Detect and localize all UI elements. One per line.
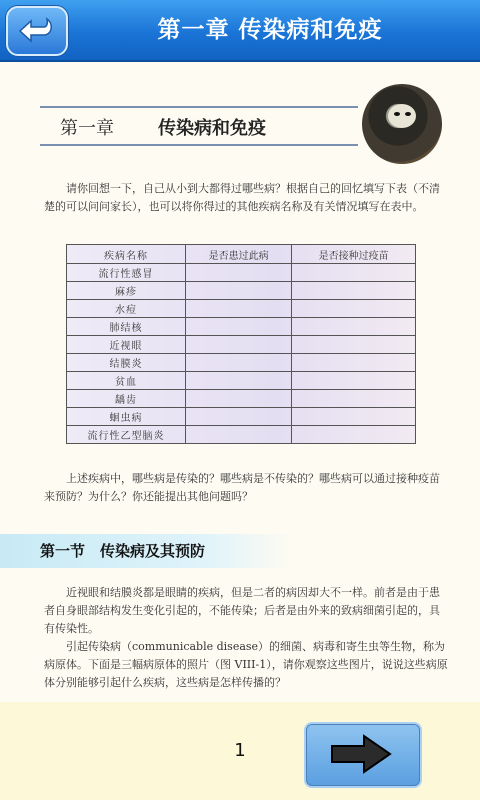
book-page (0, 62, 480, 702)
chapter-rule-bottom (40, 144, 358, 146)
chapter-title: 传染病和免疫 (158, 118, 266, 139)
disease-name: 龋齿 (67, 390, 186, 408)
disease-table (66, 244, 416, 444)
column-header: 是否接种过疫苗 (292, 245, 416, 264)
disease-name: 蛔虫病 (67, 408, 186, 426)
table-row (67, 426, 416, 444)
chapter-photo (362, 84, 442, 164)
disease-name: 肺结核 (67, 318, 186, 336)
question-paragraph: 上述疾病中，哪些病是传染的？哪些病是不传染的？哪些病可以通过接种疫苗来预防？为什么？你还能提出其他问题吗？ (44, 472, 440, 503)
table-row (67, 300, 416, 318)
chapter-rule-top (40, 106, 358, 108)
disease-name: 流行性感冒 (67, 264, 186, 282)
column-header: 是否患过此病 (186, 245, 292, 264)
title-bar (0, 0, 480, 62)
body-paragraph: 引起传染病（communicable disease）的细菌、病毒和寄生虫等生物，称为病原体。下面是三幅病原体的照片（图 VIII-1），请你观察这些图片，说说这些病原体分别能够引起什么疾病，这些病是怎样传播的？ (44, 640, 448, 689)
table-row (67, 282, 416, 300)
section-title: 第一节 传染病及其预防 (40, 542, 206, 560)
intro-paragraph: 请你回想一下，自己从小到大都得过哪些病？根据自己的回忆填写下表（不清楚的可以问问家长），也可以将你得过的其他疾病名称及有关情况填写在表中。 (44, 182, 440, 213)
app-title: 第一章 传染病和免疫 (157, 17, 383, 43)
table-row (67, 264, 416, 282)
disease-name: 流行性乙型脑炎 (67, 426, 186, 444)
disease-name: 结膜炎 (67, 354, 186, 372)
disease-name: 麻疹 (67, 282, 186, 300)
disease-name: 贫血 (67, 372, 186, 390)
disease-name: 水痘 (67, 300, 186, 318)
body-text (44, 584, 449, 692)
table-row (67, 408, 416, 426)
next-page-button[interactable] (304, 722, 422, 788)
table-row (67, 318, 416, 336)
table-row (67, 372, 416, 390)
back-arrow-icon (17, 15, 55, 45)
table-row (67, 336, 416, 354)
back-button[interactable] (6, 6, 68, 56)
table-row (67, 354, 416, 372)
body-paragraph: 近视眼和结膜炎都是眼睛的疾病，但是二者的病因却大不一样。前者是由于患者自身眼部结构发生变化引起的，不能传染；后者是由外来的致病细菌引起的，具有传染性。 (44, 586, 440, 635)
table-row (67, 390, 416, 408)
next-arrow-icon (328, 734, 394, 774)
disease-name: 近视眼 (67, 336, 186, 354)
table-header-row (67, 245, 416, 264)
page-counter: 1 (234, 740, 246, 761)
column-header: 疾病名称 (67, 245, 186, 264)
chapter-number: 第一章 (60, 118, 114, 139)
